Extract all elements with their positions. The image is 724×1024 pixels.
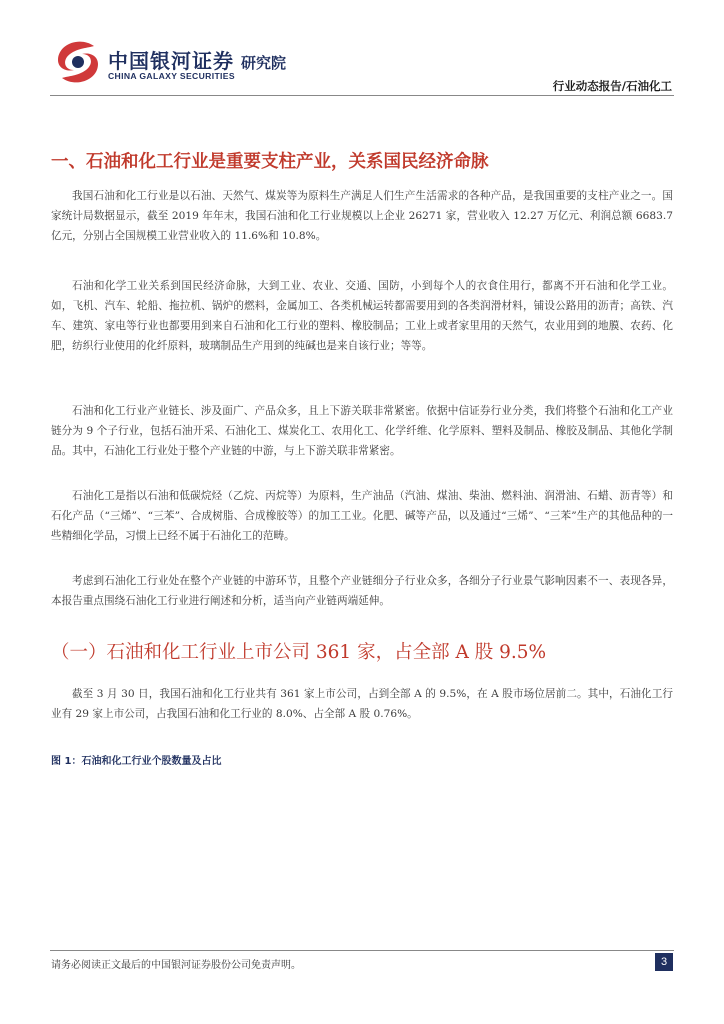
footer-divider	[50, 950, 674, 951]
paragraph-4: 石油化工是指以石油和低碳烷烃（乙烷、丙烷等）为原料，生产油品（汽油、煤油、柴油、燃料油、润滑油、石蜡、沥青等）和石化产品（“三烯”、“三苯”、合成树脂、合成橡胶等）的加工工业。化肥、碱等产品，以及通过“三烯”、“三苯”生产的其他品种的一些精细化学品，习惯上已经不属于石油化工的范畴。	[51, 490, 673, 542]
section-heading: 一、石油和化工行业是重要支柱产业，关系国民经济命脉	[51, 152, 489, 172]
paragraph-5: 考虑到石油化工行业处在整个产业链的中游环节，且整个产业链细分子行业众多，各细分子行业景气影响因素不一、表现各异，本报告重点围绕石油化工行业进行阐述和分析，适当向产业链两端延伸。	[51, 575, 673, 607]
subsection-paragraph: 截至 3 月 30 日，我国石油和化工行业共有 361 家上市公司，占到全部 A 的 9.5%，在 A 股市场位居前二。其中，石油化工行业有 29 家上市公司，占我国石油和化工行业的 8.0%、占全部 A 股 0.76%。	[51, 688, 673, 720]
paragraph-3: 石油和化工行业产业链长、涉及面广、产品众多，且上下游关联非常紧密。依据中信证券行业分类，我们将整个石油和化工产业链分为 9 个子行业，包括石油开采、石油化工、煤炭化工、农用化工、化学纤维、化学原料、塑料及制品、橡胶及制品、其他化学制品。其中，石油化工行业处于整个产业链的中游，与上下游关联非常紧密。	[51, 405, 673, 457]
logo-english-name: CHINA GALAXY SECURITIES	[108, 71, 235, 81]
galaxy-logo-icon	[50, 38, 106, 86]
page-number: 3	[655, 953, 673, 971]
header-divider	[50, 95, 674, 96]
subsection-heading: （一）石油和化工行业上市公司 361 家，占全部 A 股 9.5%	[51, 642, 547, 663]
report-type-label: 行业动态报告/石油化工	[552, 79, 672, 93]
paragraph-2: 石油和化学工业关系到国民经济命脉，大到工业、农业、交通、国防，小到每个人的衣食住用行，都离不开石油和化学工业。如，飞机、汽车、轮船、拖拉机、锅炉的燃料，金属加工、各类机械运转都需要用到的各类润滑材料，铺设公路用的沥青；高铁、汽车、建筑、家电等行业也都要用到来自石油和化工行业的塑料、橡胶制品；工业上或者家里用的天然气，农业用到的地膜、农药、化肥，纺织行业使用的化纤原料，玻璃制品生产用到的纯碱也是来自该行业；等等。	[51, 280, 673, 352]
figure-caption: 图 1：石油和化工行业个股数量及占比	[51, 756, 222, 767]
footer-disclaimer: 请务必阅读正文最后的中国银河证券股份公司免责声明。	[51, 960, 301, 971]
logo-chinese-name: 中国银河证券	[108, 49, 234, 73]
paragraph-1: 我国石油和化工行业是以石油、天然气、煤炭等为原料生产满足人们生产生活需求的各种产品，是我国重要的支柱产业之一。国家统计局数据显示，截至 2019 年年末，我国石油和化工行业规模以上企业 26271 家，营业收入 12.27 万亿元、利润总额 6683.7 亿元，分别占全国规模工业营业收入的 11.6%和 10.8%。	[51, 190, 673, 242]
institute-label: 研究院	[241, 54, 287, 72]
